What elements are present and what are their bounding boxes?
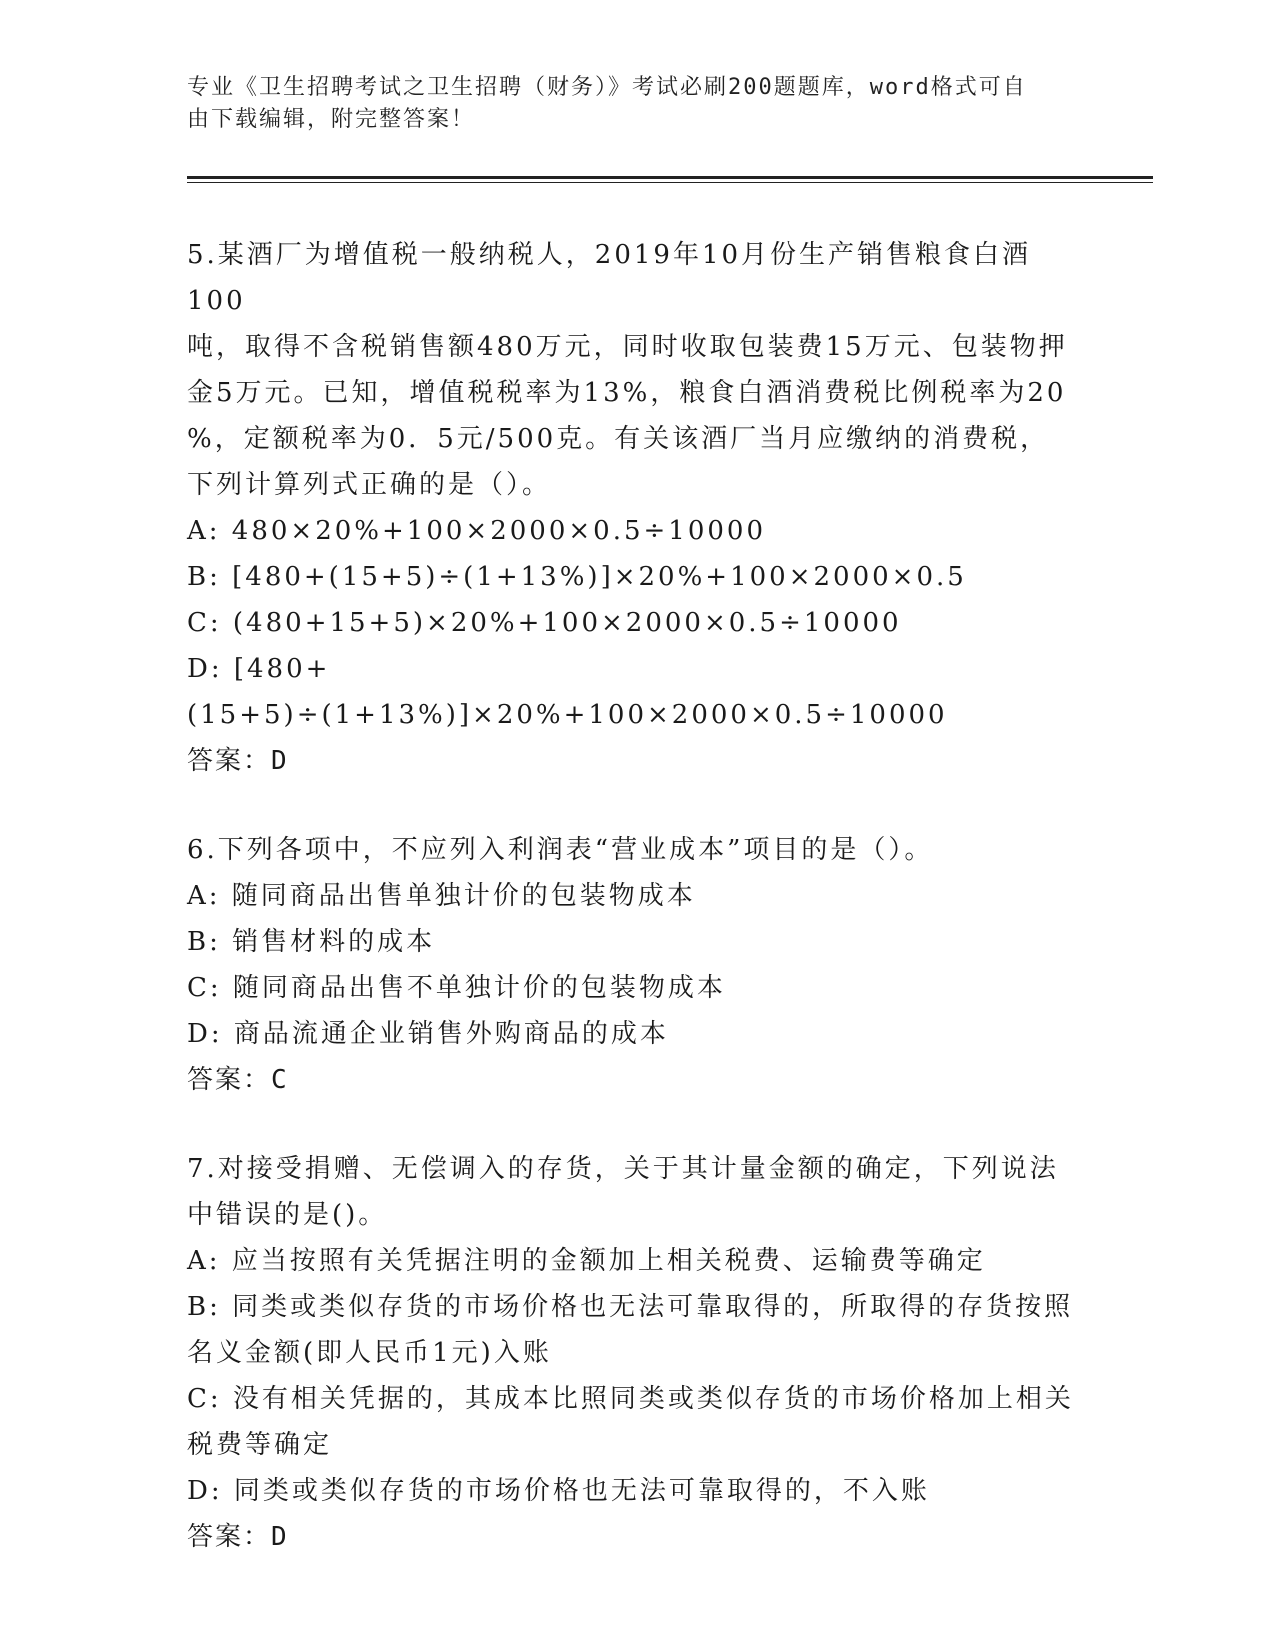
question-item — [187, 827, 1087, 1103]
header-line: 由下载编辑，附完整答案！ — [187, 107, 476, 132]
header-line: 专业《卫生招聘考试之卫生招聘（财务）》考试必刷200题题库，word格式可自 — [187, 75, 1027, 100]
option-a: A: 应当按照有关凭据注明的金额加上相关税费、运输费等确定 — [187, 1246, 986, 1276]
option-a: A: 480×20%+100×2000×0.5÷10000 — [187, 516, 766, 546]
question-stem-line: %，定额税率为0．5元/500克。有关该酒厂当月应缴纳的消费税， — [187, 424, 1050, 454]
option-b: B: [480+(15+5)÷(1+13%)]×20%+100×2000×0.5 — [187, 562, 967, 592]
question-stem-line: 5.某酒厂为增值税一般纳税人，2019年10月份生产销售粮食白酒100 — [187, 240, 1032, 316]
option-d: D: 商品流通企业销售外购商品的成本 — [187, 1019, 669, 1049]
option-c: C: 没有相关凭据的，其成本比照同类或类似存货的市场价格加上相关 — [187, 1384, 1074, 1414]
question-stem-line: 7.对接受捐赠、无偿调入的存货，关于其计量金额的确定，下列说法 — [187, 1154, 1059, 1184]
header-divider-thin — [187, 182, 1153, 183]
question-list — [187, 232, 1087, 1603]
question-item — [187, 1146, 1087, 1560]
option-b: B: 销售材料的成本 — [187, 927, 436, 957]
question-stem-line: 下列计算列式正确的是（）。 — [187, 470, 552, 500]
answer-line: 答案：D — [187, 1522, 289, 1552]
question-stem-line: 金5万元。已知，增值税税率为13%，粮食白酒消费税比例税率为20 — [187, 378, 1067, 408]
question-item — [187, 232, 1087, 784]
question-stem-line: 中错误的是()。 — [187, 1200, 388, 1230]
option-c: C: (480+15+5)×20%+100×2000×0.5÷10000 — [187, 608, 902, 638]
option-c-continued: 税费等确定 — [187, 1430, 333, 1460]
header-divider — [187, 176, 1153, 179]
option-d: D: [480+(15+5)÷(1+13%)]×20%+100×2000×0.5÷10000 — [187, 654, 948, 730]
answer-line: 答案：C — [187, 1065, 289, 1095]
question-stem-line: 6.下列各项中，不应列入利润表“营业成本”项目的是（）。 — [187, 835, 934, 865]
document-header — [187, 72, 1067, 136]
answer-line: 答案：D — [187, 746, 289, 776]
question-stem-line: 吨，取得不含税销售额480万元，同时收取包装费15万元、包装物押 — [187, 332, 1068, 362]
option-b-continued: 名义金额(即人民币1元)入账 — [187, 1338, 552, 1368]
option-d: D: 同类或类似存货的市场价格也无法可靠取得的，不入账 — [187, 1476, 930, 1506]
option-c: C: 随同商品出售不单独计价的包装物成本 — [187, 973, 726, 1003]
option-a: A: 随同商品出售单独计价的包装物成本 — [187, 881, 696, 911]
option-b: B: 同类或类似存货的市场价格也无法可靠取得的，所取得的存货按照 — [187, 1292, 1074, 1322]
